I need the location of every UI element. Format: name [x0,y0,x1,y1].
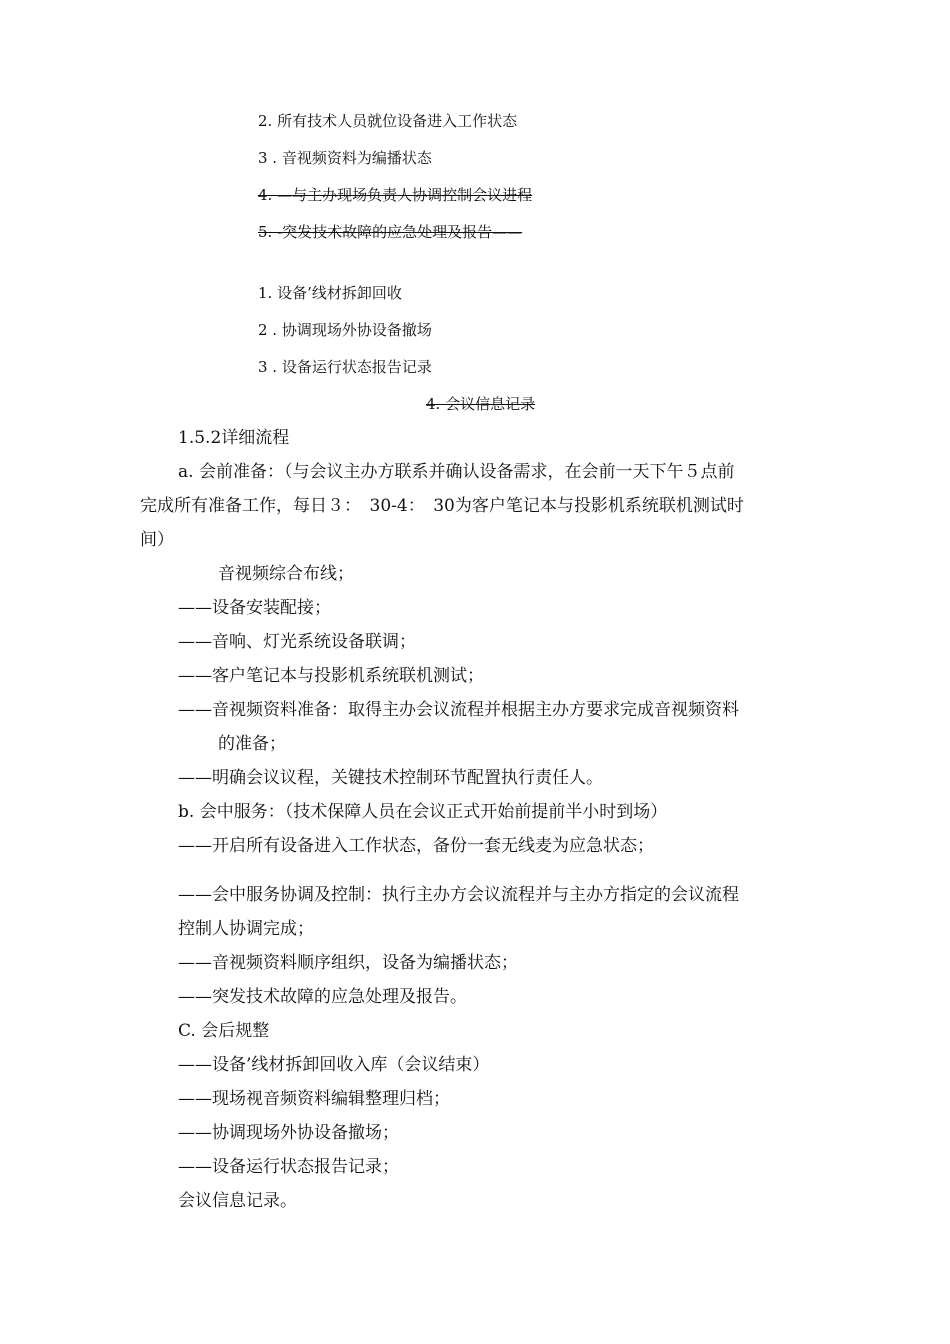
bullet-line: ——设备安装配接； [178,598,331,618]
bullet-line: ——突发技术故障的应急处理及报告。 [178,987,467,1007]
list-item: 3 . 音视频资料为编播状态 [258,149,432,167]
bullet-line: ——设备运行状态报告记录； [178,1157,399,1177]
bullet-line: ——会中服务协调及控制：执行主办方会议流程并与主办方指定的会议流程 [178,885,739,905]
bullet-line: ——音响、灯光系统设备联调； [178,632,416,652]
bullet-line: ——设备’线材拆卸回收入库（会议结束） [178,1055,490,1075]
list-item: 2. 所有技术人员就位设备进入工作状态 [258,112,518,130]
bullet-line: ——协调现场外协设备撤场； [178,1123,399,1143]
list-item-struck: 5. -突发技术故障的应急处理及报告—— [258,223,523,241]
paragraph-line: 间） [140,530,174,550]
bullet-line: ——客户笔记本与投影机系统联机测试； [178,666,484,686]
bullet-line: ——现场视音频资料编辑整理归档； [178,1089,450,1109]
list-item: 3 . 设备运行状态报告记录 [258,358,432,376]
bullet-line: ——开启所有设备进入工作状态，备份一套无线麦为应急状态； [178,836,654,856]
list-item-struck: 4. —与主办现场负责人协调控制会议进程 [258,186,533,204]
bullet-line: 的准备； [218,734,286,754]
bullet-line: ——音视频资料准备：取得主办会议流程并根据主办方要求完成音视频资料 [178,700,739,720]
bullet-line: 音视频综合布线； [218,564,354,584]
bullet-line: 控制人协调完成； [178,919,314,939]
bullet-line: ——明确会议议程，关键技术控制环节配置执行责任人。 [178,768,603,788]
bullet-line: ——音视频资料顺序组织，设备为编播状态； [178,953,518,973]
subsection-heading: C. 会后规整 [178,1021,270,1041]
paragraph-line: a. 会前准备：（与会议主办方联系并确认设备需求，在会前一天下午５点前 [178,462,735,482]
bullet-line: 会议信息记录。 [178,1191,297,1211]
list-item: 1. 设备’线材拆卸回收 [258,284,402,302]
list-item-struck: 4. 会议信息记录 [426,395,536,413]
list-item: 2 . 协调现场外协设备撤场 [258,321,432,339]
section-heading: 1.5.2详细流程 [178,428,290,448]
paragraph-line: 完成所有准备工作，每日３： 30-4： 30为客户笔记本与投影机系统联机测试时 [140,496,744,516]
subsection-heading: b. 会中服务：（技术保障人员在会议正式开始前提前半小时到场） [178,802,668,822]
